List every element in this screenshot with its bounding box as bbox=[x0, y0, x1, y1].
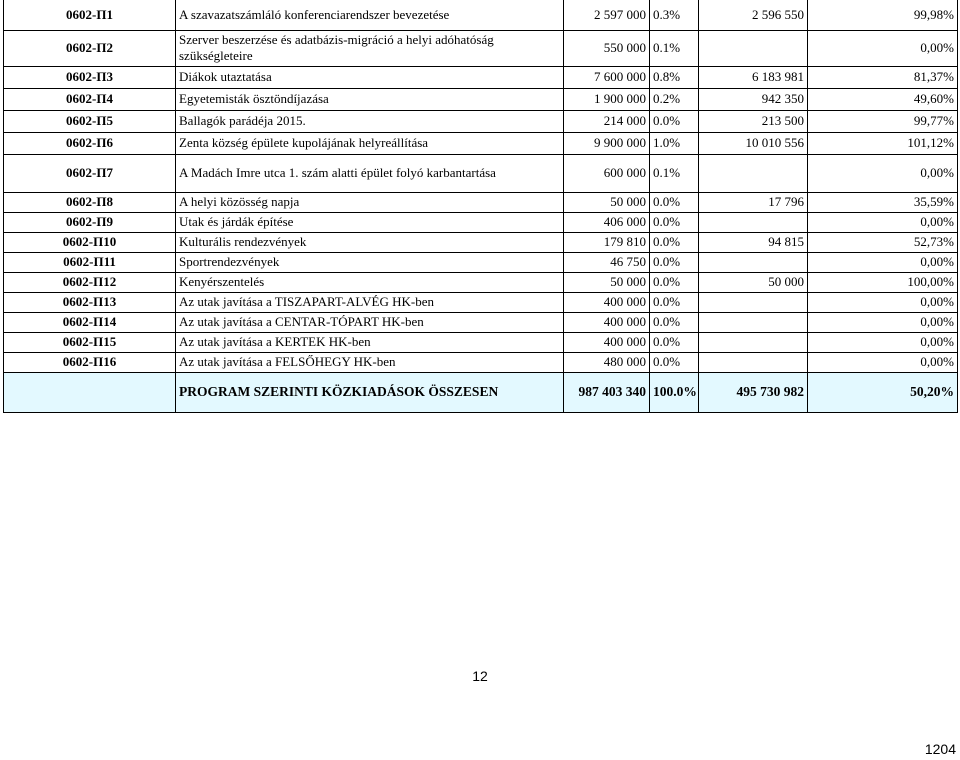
table-row bbox=[4, 88, 958, 110]
execution-ratio: 100,00% bbox=[808, 272, 958, 292]
actual-amount: 50 000 bbox=[699, 272, 808, 292]
program-name: Kenyérszentelés bbox=[176, 272, 564, 292]
share-percent: 0.0% bbox=[650, 312, 699, 332]
corner-page-number: 1204 bbox=[924, 741, 956, 757]
program-name: Egyetemisták ösztöndíjazása bbox=[176, 88, 564, 110]
table-row bbox=[4, 192, 958, 212]
table-row bbox=[4, 154, 958, 192]
actual-amount bbox=[699, 352, 808, 372]
program-code: 0602-П1 bbox=[4, 0, 176, 30]
actual-amount: 6 183 981 bbox=[699, 66, 808, 88]
share-percent: 0.0% bbox=[650, 292, 699, 312]
planned-amount: 400 000 bbox=[564, 332, 650, 352]
share-percent: 0.0% bbox=[650, 212, 699, 232]
share-percent: 0.1% bbox=[650, 30, 699, 66]
execution-ratio: 81,37% bbox=[808, 66, 958, 88]
planned-amount: 179 810 bbox=[564, 232, 650, 252]
planned-amount: 50 000 bbox=[564, 192, 650, 212]
table-row bbox=[4, 30, 958, 66]
total-planned-amount: 987 403 340 bbox=[564, 372, 650, 412]
program-code: 0602-П12 bbox=[4, 272, 176, 292]
program-name: A szavazatszámláló konferenciarendszer bevezetése bbox=[176, 0, 564, 30]
actual-amount bbox=[699, 154, 808, 192]
execution-ratio: 0,00% bbox=[808, 312, 958, 332]
share-percent: 0.0% bbox=[650, 232, 699, 252]
total-code-cell bbox=[4, 372, 176, 412]
planned-amount: 7 600 000 bbox=[564, 66, 650, 88]
program-name: Utak és járdák építése bbox=[176, 212, 564, 232]
program-code: 0602-П8 bbox=[4, 192, 176, 212]
planned-amount: 214 000 bbox=[564, 110, 650, 132]
share-percent: 0.0% bbox=[650, 352, 699, 372]
planned-amount: 46 750 bbox=[564, 252, 650, 272]
program-code: 0602-П2 bbox=[4, 30, 176, 66]
planned-amount: 550 000 bbox=[564, 30, 650, 66]
share-percent: 0.0% bbox=[650, 252, 699, 272]
total-execution-ratio: 50,20% bbox=[808, 372, 958, 412]
table-row bbox=[4, 232, 958, 252]
program-name: A Madách Imre utca 1. szám alatti épület folyó karbantartása bbox=[176, 154, 564, 192]
total-actual-amount: 495 730 982 bbox=[699, 372, 808, 412]
planned-amount: 2 597 000 bbox=[564, 0, 650, 30]
execution-ratio: 0,00% bbox=[808, 352, 958, 372]
share-percent: 0.3% bbox=[650, 0, 699, 30]
share-percent: 0.0% bbox=[650, 192, 699, 212]
actual-amount bbox=[699, 30, 808, 66]
table-row bbox=[4, 110, 958, 132]
table-row bbox=[4, 312, 958, 332]
table-row bbox=[4, 66, 958, 88]
program-name: Az utak javítása a TISZAPART-ALVÉG HK-ben bbox=[176, 292, 564, 312]
program-code: 0602-П9 bbox=[4, 212, 176, 232]
execution-ratio: 0,00% bbox=[808, 252, 958, 272]
actual-amount bbox=[699, 212, 808, 232]
execution-ratio: 52,73% bbox=[808, 232, 958, 252]
program-code: 0602-П15 bbox=[4, 332, 176, 352]
actual-amount bbox=[699, 252, 808, 272]
execution-ratio: 0,00% bbox=[808, 30, 958, 66]
share-percent: 0.8% bbox=[650, 66, 699, 88]
actual-amount bbox=[699, 332, 808, 352]
planned-amount: 600 000 bbox=[564, 154, 650, 192]
execution-ratio: 99,77% bbox=[808, 110, 958, 132]
execution-ratio: 49,60% bbox=[808, 88, 958, 110]
program-name: Az utak javítása a CENTAR-TÓPART HK-ben bbox=[176, 312, 564, 332]
share-percent: 0.0% bbox=[650, 332, 699, 352]
table-row bbox=[4, 132, 958, 154]
planned-amount: 9 900 000 bbox=[564, 132, 650, 154]
program-code: 0602-П6 bbox=[4, 132, 176, 154]
share-percent: 1.0% bbox=[650, 132, 699, 154]
execution-ratio: 99,98% bbox=[808, 0, 958, 30]
total-row bbox=[4, 372, 958, 412]
share-percent: 0.1% bbox=[650, 154, 699, 192]
table-row bbox=[4, 332, 958, 352]
share-percent: 0.2% bbox=[650, 88, 699, 110]
execution-ratio: 101,12% bbox=[808, 132, 958, 154]
actual-amount bbox=[699, 312, 808, 332]
execution-ratio: 0,00% bbox=[808, 292, 958, 312]
execution-ratio: 0,00% bbox=[808, 332, 958, 352]
program-name: Szerver beszerzése és adatbázis-migráció a helyi adóhatóság szükségleteire bbox=[176, 30, 564, 66]
actual-amount: 942 350 bbox=[699, 88, 808, 110]
program-code: 0602-П13 bbox=[4, 292, 176, 312]
table-row bbox=[4, 0, 958, 30]
program-code: 0602-П14 bbox=[4, 312, 176, 332]
actual-amount: 213 500 bbox=[699, 110, 808, 132]
table-row bbox=[4, 212, 958, 232]
planned-amount: 50 000 bbox=[564, 272, 650, 292]
planned-amount: 400 000 bbox=[564, 292, 650, 312]
program-name: A helyi közösség napja bbox=[176, 192, 564, 212]
program-name: Sportrendezvények bbox=[176, 252, 564, 272]
table-row bbox=[4, 272, 958, 292]
program-code: 0602-П11 bbox=[4, 252, 176, 272]
planned-amount: 406 000 bbox=[564, 212, 650, 232]
page-number: 12 bbox=[472, 668, 488, 684]
actual-amount: 10 010 556 bbox=[699, 132, 808, 154]
program-name: Zenta község épülete kupolájának helyreállítása bbox=[176, 132, 564, 154]
table-row bbox=[4, 352, 958, 372]
actual-amount bbox=[699, 292, 808, 312]
program-name: Kulturális rendezvények bbox=[176, 232, 564, 252]
program-expenditure-table bbox=[3, 0, 958, 413]
program-name: Az utak javítása a KERTEK HK-ben bbox=[176, 332, 564, 352]
share-percent: 0.0% bbox=[650, 272, 699, 292]
execution-ratio: 0,00% bbox=[808, 212, 958, 232]
table-row bbox=[4, 292, 958, 312]
share-percent: 0.0% bbox=[650, 110, 699, 132]
execution-ratio: 35,59% bbox=[808, 192, 958, 212]
actual-amount: 2 596 550 bbox=[699, 0, 808, 30]
planned-amount: 400 000 bbox=[564, 312, 650, 332]
actual-amount: 94 815 bbox=[699, 232, 808, 252]
total-label: PROGRAM SZERINTI KÖZKIADÁSOK ÖSSZESEN bbox=[176, 372, 564, 412]
total-share-percent: 100.0% bbox=[650, 372, 699, 412]
planned-amount: 480 000 bbox=[564, 352, 650, 372]
program-name: Ballagók parádéja 2015. bbox=[176, 110, 564, 132]
program-code: 0602-П5 bbox=[4, 110, 176, 132]
program-name: Az utak javítása a FELSŐHEGY HK-ben bbox=[176, 352, 564, 372]
program-name: Diákok utaztatása bbox=[176, 66, 564, 88]
table-row bbox=[4, 252, 958, 272]
program-code: 0602-П16 bbox=[4, 352, 176, 372]
actual-amount: 17 796 bbox=[699, 192, 808, 212]
program-code: 0602-П4 bbox=[4, 88, 176, 110]
program-code: 0602-П10 bbox=[4, 232, 176, 252]
planned-amount: 1 900 000 bbox=[564, 88, 650, 110]
program-code: 0602-П3 bbox=[4, 66, 176, 88]
program-code: 0602-П7 bbox=[4, 154, 176, 192]
execution-ratio: 0,00% bbox=[808, 154, 958, 192]
